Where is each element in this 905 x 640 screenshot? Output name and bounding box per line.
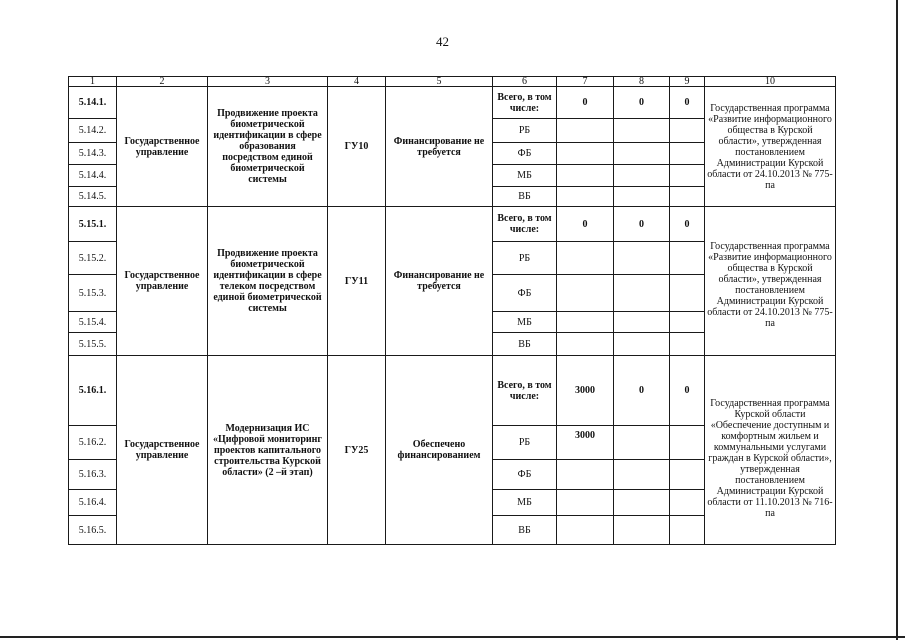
value-cell [614, 426, 670, 460]
measure-cell: Продвижение проекта биометрической идентификации в сфере образования посредством единой биометрической системы [208, 87, 328, 207]
value-cell [670, 165, 705, 187]
row-number: 5.16.2. [69, 426, 117, 460]
responsible-cell: Государственное управление [117, 87, 208, 207]
fund-label: Всего, в том числе: [493, 356, 557, 426]
value-cell: 3000 [557, 426, 614, 460]
fund-label: МБ [493, 165, 557, 187]
row-number: 5.16.4. [69, 490, 117, 516]
value-cell [614, 275, 670, 312]
column-header-9: 9 [670, 77, 705, 87]
value-cell [557, 275, 614, 312]
value-cell [614, 242, 670, 275]
value-cell [670, 490, 705, 516]
fund-label: ФБ [493, 275, 557, 312]
column-header-1: 1 [69, 77, 117, 87]
value-cell [670, 312, 705, 333]
financing-cell: Обеспечено финансированием [386, 356, 493, 545]
row-number: 5.14.2. [69, 119, 117, 143]
value-cell [557, 460, 614, 490]
fund-label: ВБ [493, 187, 557, 207]
value-cell [557, 516, 614, 545]
value-cell: 0 [614, 87, 670, 119]
value-cell [670, 143, 705, 165]
code-cell: ГУ10 [328, 87, 386, 207]
fund-label: МБ [493, 490, 557, 516]
value-cell: 0 [557, 87, 614, 119]
program-source-cell: Государственная программа Курской области «Обеспечение доступным и комфортным жильем и коммунальными услугами граждан в Курской области», утвержденная постановлением Администрации Курской области от 11.10.2013 № 716-па [705, 356, 836, 545]
value-cell: 0 [614, 207, 670, 242]
column-header-6: 6 [493, 77, 557, 87]
table-row [69, 356, 836, 426]
value-cell [614, 516, 670, 545]
fund-label: РБ [493, 242, 557, 275]
value-cell [614, 165, 670, 187]
value-cell [557, 187, 614, 207]
financing-cell: Финансирование не требуется [386, 87, 493, 207]
value-cell: 0 [670, 87, 705, 119]
fund-label: Всего, в том числе: [493, 87, 557, 119]
value-cell [614, 119, 670, 143]
table-row [69, 87, 836, 119]
measure-cell: Модернизация ИС «Цифровой мониторинг проектов капитального строительства Курской области» (2 –й этап) [208, 356, 328, 545]
value-cell [557, 165, 614, 187]
value-cell [670, 275, 705, 312]
row-number: 5.14.3. [69, 143, 117, 165]
value-cell [614, 333, 670, 356]
value-cell [557, 490, 614, 516]
column-header-10: 10 [705, 77, 836, 87]
row-number: 5.15.5. [69, 333, 117, 356]
program-source-cell: Государственная программа «Развитие информационного общества в Курской области», утвержденная постановлением Администрации Курской области от 24.10.2013 № 775-па [705, 87, 836, 207]
fund-label: Всего, в том числе: [493, 207, 557, 242]
value-cell: 0 [557, 207, 614, 242]
row-number: 5.15.3. [69, 275, 117, 312]
page-right-border [896, 0, 898, 640]
row-number: 5.16.3. [69, 460, 117, 490]
row-number: 5.14.5. [69, 187, 117, 207]
fund-label: МБ [493, 312, 557, 333]
value-cell [557, 333, 614, 356]
fund-label: ВБ [493, 333, 557, 356]
value-cell [670, 119, 705, 143]
value-cell [670, 242, 705, 275]
value-cell [557, 143, 614, 165]
value-cell: 0 [670, 356, 705, 426]
column-header-3: 3 [208, 77, 328, 87]
fund-label: РБ [493, 119, 557, 143]
code-cell: ГУ11 [328, 207, 386, 356]
row-number: 5.15.2. [69, 242, 117, 275]
value-cell [670, 333, 705, 356]
measure-cell: Продвижение проекта биометрической идентификации в сфере телеком посредством единой биометрической системы [208, 207, 328, 356]
row-number: 5.15.1. [69, 207, 117, 242]
fund-label: ФБ [493, 143, 557, 165]
page-number: 42 [436, 34, 449, 49]
program-measures-table [68, 76, 836, 545]
value-cell [557, 242, 614, 275]
column-header-4: 4 [328, 77, 386, 87]
column-header-7: 7 [557, 77, 614, 87]
responsible-cell: Государственное управление [117, 356, 208, 545]
value-cell [557, 119, 614, 143]
fund-label: РБ [493, 426, 557, 460]
value-cell [557, 312, 614, 333]
row-number: 5.14.4. [69, 165, 117, 187]
row-number: 5.16.5. [69, 516, 117, 545]
financing-cell: Финансирование не требуется [386, 207, 493, 356]
value-cell [670, 426, 705, 460]
value-cell [614, 312, 670, 333]
code-cell: ГУ25 [328, 356, 386, 545]
responsible-cell: Государственное управление [117, 207, 208, 356]
value-cell: 3000 [557, 356, 614, 426]
program-source-cell: Государственная программа «Развитие информационного общества в Курской области», утвержденная постановлением Администрации Курской области от 24.10.2013 № 775-па [705, 207, 836, 356]
fund-label: ФБ [493, 460, 557, 490]
value-cell: 0 [614, 356, 670, 426]
row-number: 5.16.1. [69, 356, 117, 426]
value-cell [614, 460, 670, 490]
value-cell [670, 516, 705, 545]
row-number: 5.14.1. [69, 87, 117, 119]
table-row [69, 207, 836, 242]
column-header-8: 8 [614, 77, 670, 87]
value-cell [614, 143, 670, 165]
value-cell [614, 490, 670, 516]
column-header-2: 2 [117, 77, 208, 87]
value-cell [670, 460, 705, 490]
page-bottom-border [0, 636, 905, 638]
value-cell [614, 187, 670, 207]
column-header-5: 5 [386, 77, 493, 87]
row-number: 5.15.4. [69, 312, 117, 333]
fund-label: ВБ [493, 516, 557, 545]
column-number-row [69, 77, 836, 87]
value-cell [670, 187, 705, 207]
value-cell: 0 [670, 207, 705, 242]
